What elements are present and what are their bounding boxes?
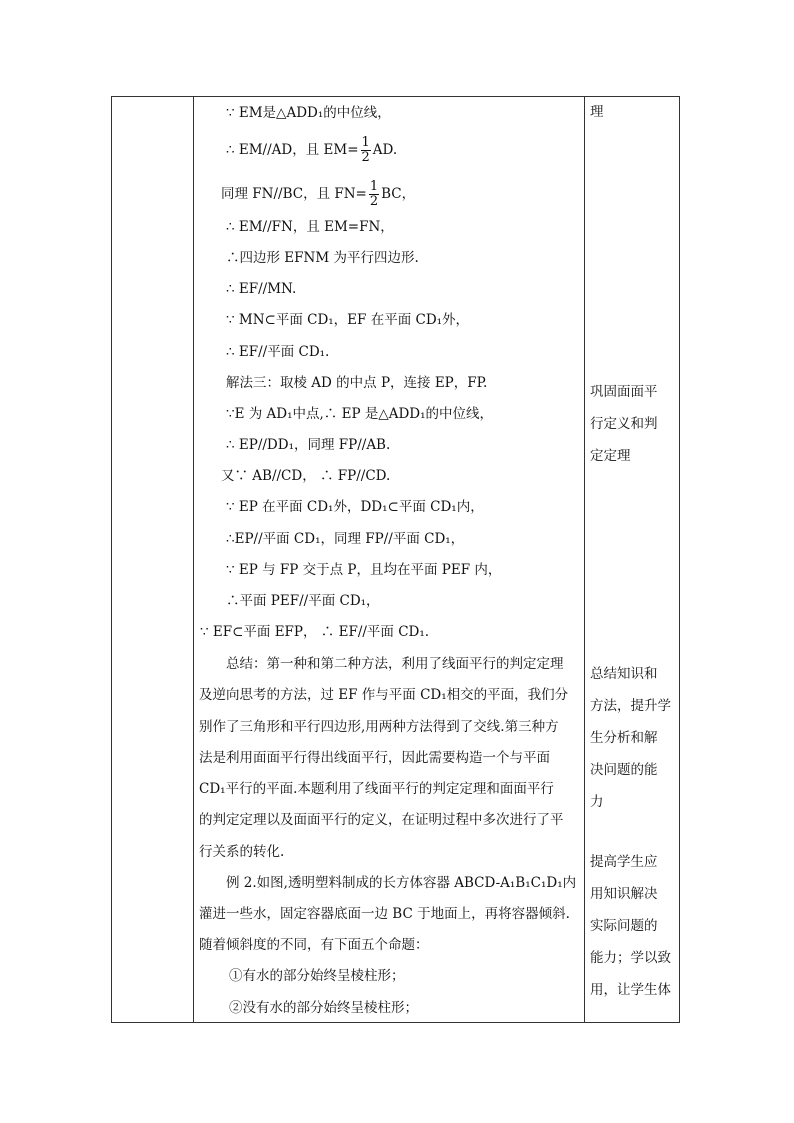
column-divider [193, 97, 194, 1022]
example-line: 例 2.如图,透明塑料制成的长方体容器 ABCD-A₁B₁C₁D₁内 [226, 875, 577, 891]
proof-line: ∴四边形 EFNM 为平行四边形. [226, 250, 419, 266]
summary-line: 的判定定理以及面面平行的定义，在证明过程中多次进行了平 [199, 812, 564, 828]
summary-line: 及逆向思考的方法，过 EF 作与平面 CD₁相交的平面，我们分 [199, 687, 569, 703]
proof-line: ∵ EF⊂平面 EFP， ∴ EF//平面 CD₁. [200, 624, 430, 640]
note-line: 定定理 [590, 448, 631, 464]
proof-line: ∵ MN⊂平面 CD₁，EF 在平面 CD₁外， [226, 312, 470, 328]
summary-line: 别作了三角形和平行四边形,用两种方法得到了交线.第三种方 [199, 719, 559, 735]
note-line: 方法，提升学 [590, 698, 671, 714]
proof-line: 解法三：取棱 AD 的中点 P，连接 EP，FP. [226, 375, 488, 391]
proof-line: ∴ EP//DD₁，同理 FP//AB. [226, 437, 391, 453]
note-line: 行定义和判 [590, 416, 658, 432]
note-line: 力 [590, 794, 604, 810]
proof-line: ∵ EP 与 FP 交于点 P，且均在平面 PEF 内， [226, 562, 502, 578]
summary-line: 行关系的转化. [199, 844, 285, 860]
proof-line: 又∵ AB//CD， ∴ FP//CD. [221, 468, 391, 484]
note-line: 决问题的能 [590, 762, 658, 778]
summary-line: 法是利用面面平行得出线面平行，因此需要构造一个与平面 [199, 750, 550, 766]
proof-line: ∵ EM是△ADD₁的中位线， [226, 105, 391, 121]
summary-line: 总结：第一种和第二种方法，利用了线面平行的判定定理 [226, 656, 564, 672]
note-line: 用，让学生体 [590, 982, 671, 998]
proof-line: ∴EP//平面 CD₁，同理 FP//平面 CD₁， [226, 531, 465, 547]
note-line: 用知识解决 [590, 886, 658, 902]
note-line: 提高学生应 [590, 854, 658, 870]
note-line: 实际问题的 [590, 918, 658, 934]
note-line: 理 [590, 104, 604, 120]
proof-line: ∴平面 PEF//平面 CD₁， [226, 593, 380, 609]
example-line: ①有水的部分始终呈棱柱形； [229, 968, 405, 984]
proof-line: ∵ EP 在平面 CD₁外，DD₁⊂平面 CD₁内， [226, 499, 484, 515]
proof-line: ∴ EM//AD，且 EM= $\frac{1}{2}$ AD. [226, 135, 398, 165]
example-line: ②没有水的部分始终呈棱柱形； [229, 1000, 418, 1016]
proof-line: ∴ EM//FN，且 EM=FN， [226, 219, 394, 235]
proof-line: ∵E 为 AD₁中点,∴ EP 是△ADD₁的中位线， [226, 406, 494, 422]
note-line: 巩固面面平 [590, 384, 658, 400]
proof-line: ∴ EF//MN. [226, 281, 297, 297]
note-line: 生分析和解 [590, 730, 658, 746]
summary-line: CD₁平行的平面.本题利用了线面平行的判定定理和面面平行 [199, 781, 554, 797]
column-divider [584, 97, 585, 1022]
note-line: 能力；学以致 [590, 950, 671, 966]
fraction: $\frac{1}{2}$ [361, 135, 370, 165]
proof-line: ∴ EF//平面 CD₁. [226, 344, 330, 360]
note-line: 总结知识和 [590, 666, 658, 682]
proof-line: 同理 FN//BC，且 FN= $\frac{1}{2}$ BC， [221, 179, 416, 209]
fraction: $\frac{1}{2}$ [369, 179, 379, 209]
example-line: 随着倾斜度的不同，有下面五个命题： [199, 937, 429, 953]
example-line: 灌进一些水，固定容器底面一边 BC 于地面上，再将容器倾斜. [199, 906, 570, 922]
